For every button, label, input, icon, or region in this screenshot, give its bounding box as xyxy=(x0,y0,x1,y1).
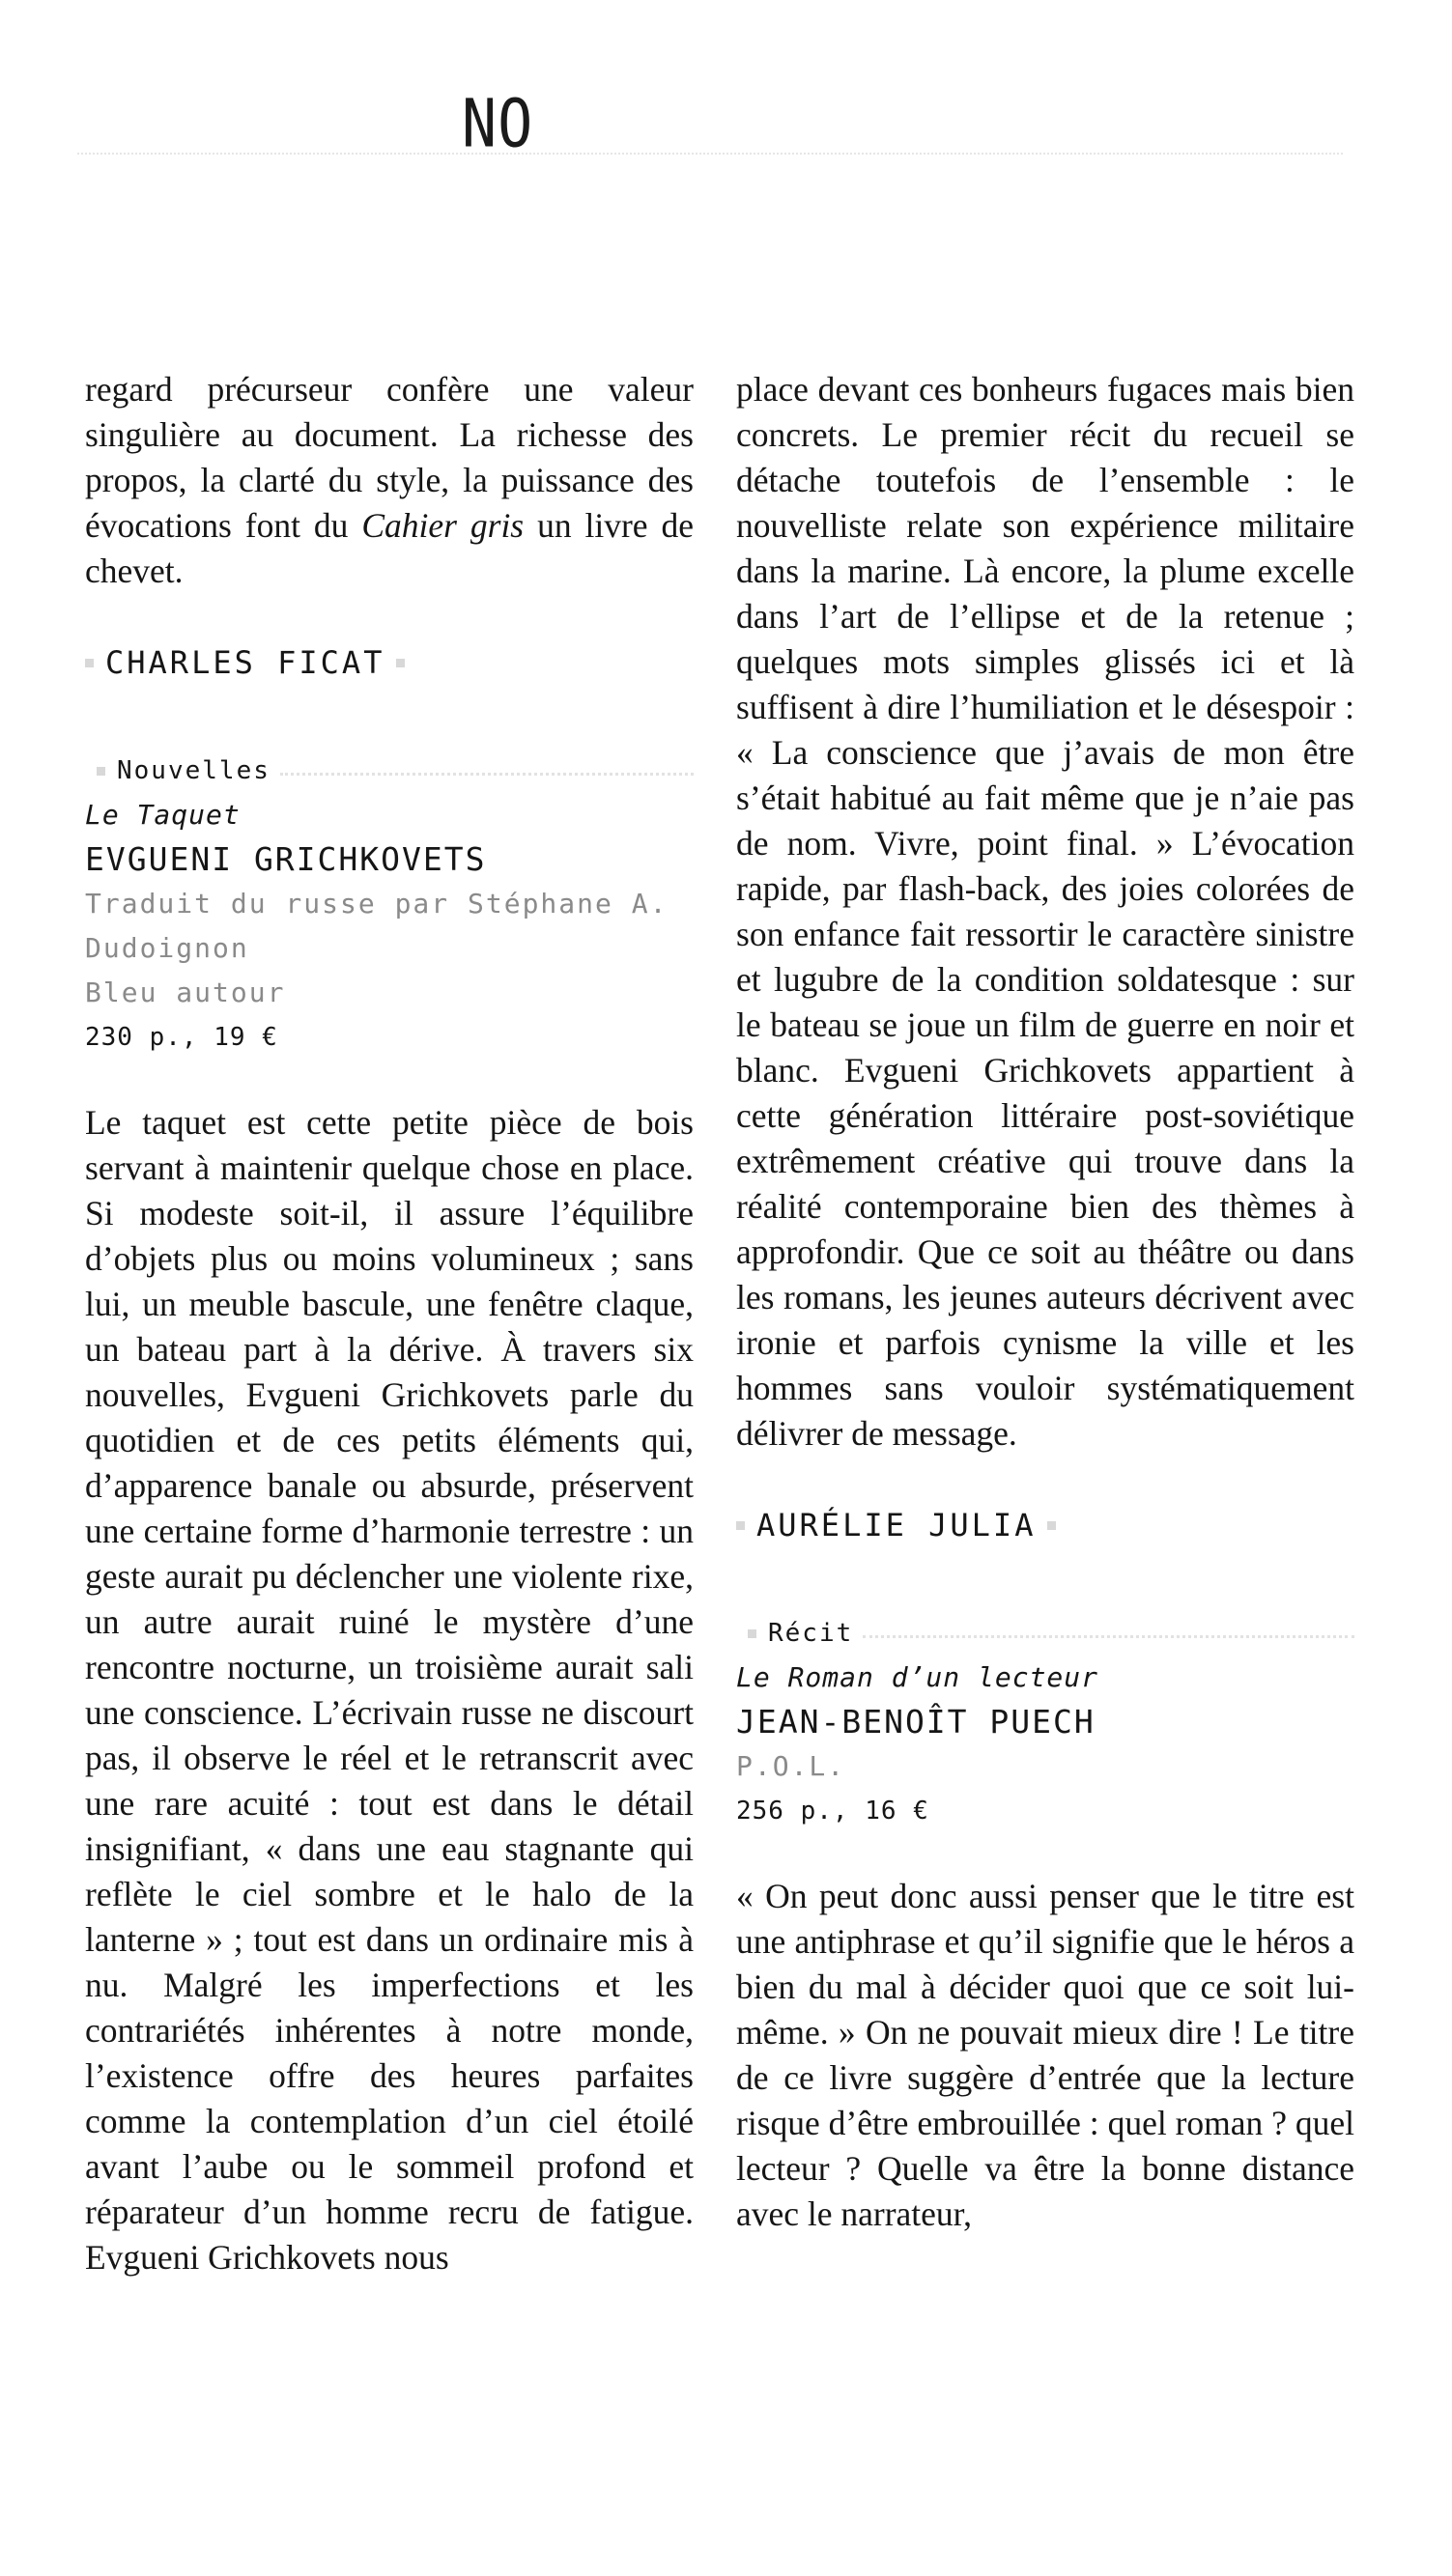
square-bullet-icon xyxy=(748,1629,756,1638)
book-author: JEAN-BENOÎT PUECH xyxy=(736,1703,1096,1741)
opening-paragraph xyxy=(85,367,694,594)
book-title: Le Taquet xyxy=(85,799,241,831)
review-paragraph: « On peut donc aussi penser que le titre est une antiphrase et qu’il signifie que le héros a bien du mal à décider quoi que ce soit lui-même. » On ne pouvait mieux dire ! Le titre de ce livre suggère d’entrée que la lecture risque d’être embrouillée : quel roman ? quel lecteur ? Quelle va être la bonne distance avec le narrateur, xyxy=(736,1877,1354,2233)
genre-line xyxy=(736,1611,1354,1656)
running-head: NO xyxy=(462,85,534,163)
pages-price: 256 p., 16 € xyxy=(736,1797,929,1826)
signature-charles-ficat xyxy=(85,644,694,681)
left-column xyxy=(85,367,694,2280)
signature-name: AURÉLIE JULIA xyxy=(756,1507,1037,1543)
square-bullet-icon xyxy=(97,767,105,776)
signature-name: CHARLES FICAT xyxy=(105,644,385,681)
opening-text-end: un livre de chevet. xyxy=(85,506,695,590)
publisher-name: P.O.L. xyxy=(736,1750,846,1782)
continuation-paragraph: place devant ces bonheurs fugaces mais bien concrets. Le premier récit du recueil se détache toutefois de l’ensemble : le nouvelliste relate son expérience militaire dans la marine. Là encore, la plume excelle dans l’art de l’ellipse et de la retenue ; quelques mots simples glissés ici et là suffisent à dire l’humiliation et le désespoir : « La conscience que j’avais de mon être s’était habitué au fait même que je n’aie pas de nom. Vivre, point final. » L’évocation rapide, par flash-back, des joies colorées de son enfance fait ressortir le caractère sinistre et lugubre de la condition soldatesque : sur le bateau se joue un film de guerre en noir et blanc. Evgueni Grichkovets appartient à cette génération littéraire post-soviétique extrêmement créative qui trouve dans la réalité contemporaine bien des thèmes à approfondir. Que ce soit au théâtre ou dans les romans, les jeunes auteurs décrivent avec ironie et parfois cynisme la ville et les hommes sans vouloir systématiquement délivrer de message. xyxy=(736,370,1354,1453)
book-author: EVGUENI GRICHKOVETS xyxy=(85,840,487,878)
book-title-italic: Cahier gris xyxy=(361,506,525,545)
dotted-rule xyxy=(863,1635,1354,1638)
dotted-rule xyxy=(280,773,694,776)
square-bullet-icon xyxy=(736,1521,745,1530)
opening-text: regard précurseur confère une valeur singulière au document. La richesse des propos, la clarté du style, la puissance des évocations font du xyxy=(85,370,694,545)
header-rule xyxy=(77,153,1343,155)
translator-credit: Traduit du russe par Stéphane A. Dudoignon xyxy=(85,888,669,964)
signature-aurelie-julia xyxy=(736,1507,1354,1543)
right-column xyxy=(736,367,1354,2237)
publisher-name: Bleu autour xyxy=(85,977,286,1008)
genre-label: Nouvelles xyxy=(117,756,270,785)
square-bullet-icon xyxy=(85,659,94,667)
book-notice-roman-lecteur xyxy=(736,1611,1354,1833)
genre-label: Récit xyxy=(768,1619,854,1648)
book-title: Le Roman d’un lecteur xyxy=(736,1661,1099,1693)
square-bullet-icon xyxy=(396,659,405,667)
book-notice-le-taquet xyxy=(85,749,694,1060)
review-paragraph: Le taquet est cette petite pièce de bois servant à maintenir quelque chose en place. Si modeste soit-il, il assure l’équilibre d’objets plus ou moins volumineux ; sans lui, un meuble bascule, une fenêtre claque, un bateau part à la dérive. À travers six nouvelles, Evgueni Grichkovets parle du quotidien et de ces petits éléments qui, d’apparence banale ou absurde, préservent une certaine forme d’harmonie terrestre : un geste aurait pu déclencher une violente rixe, un autre aurait ruiné le mystère d’une rencontre nocturne, un troisième aurait sali une conscience. L’écrivain russe ne discourt pas, il observe le réel et le retranscrit avec une rare acuité : tout est dans le détail insignifiant, « dans une eau stagnante qui reflète le ciel sombre et le halo de la lanterne » ; tout est dans un ordinaire mis à nu. Malgré les imperfections et les contrariétés inhérentes à notre monde, l’existence offre des heures parfaites comme la contemplation d’un ciel étoilé avant l’aube ou le sommeil profond et réparateur d’un homme recru de fatigue. Evgueni Grichkovets nous xyxy=(85,1103,694,2277)
genre-line xyxy=(85,749,694,793)
pages-price: 230 p., 19 € xyxy=(85,1023,278,1052)
square-bullet-icon xyxy=(1047,1521,1056,1530)
